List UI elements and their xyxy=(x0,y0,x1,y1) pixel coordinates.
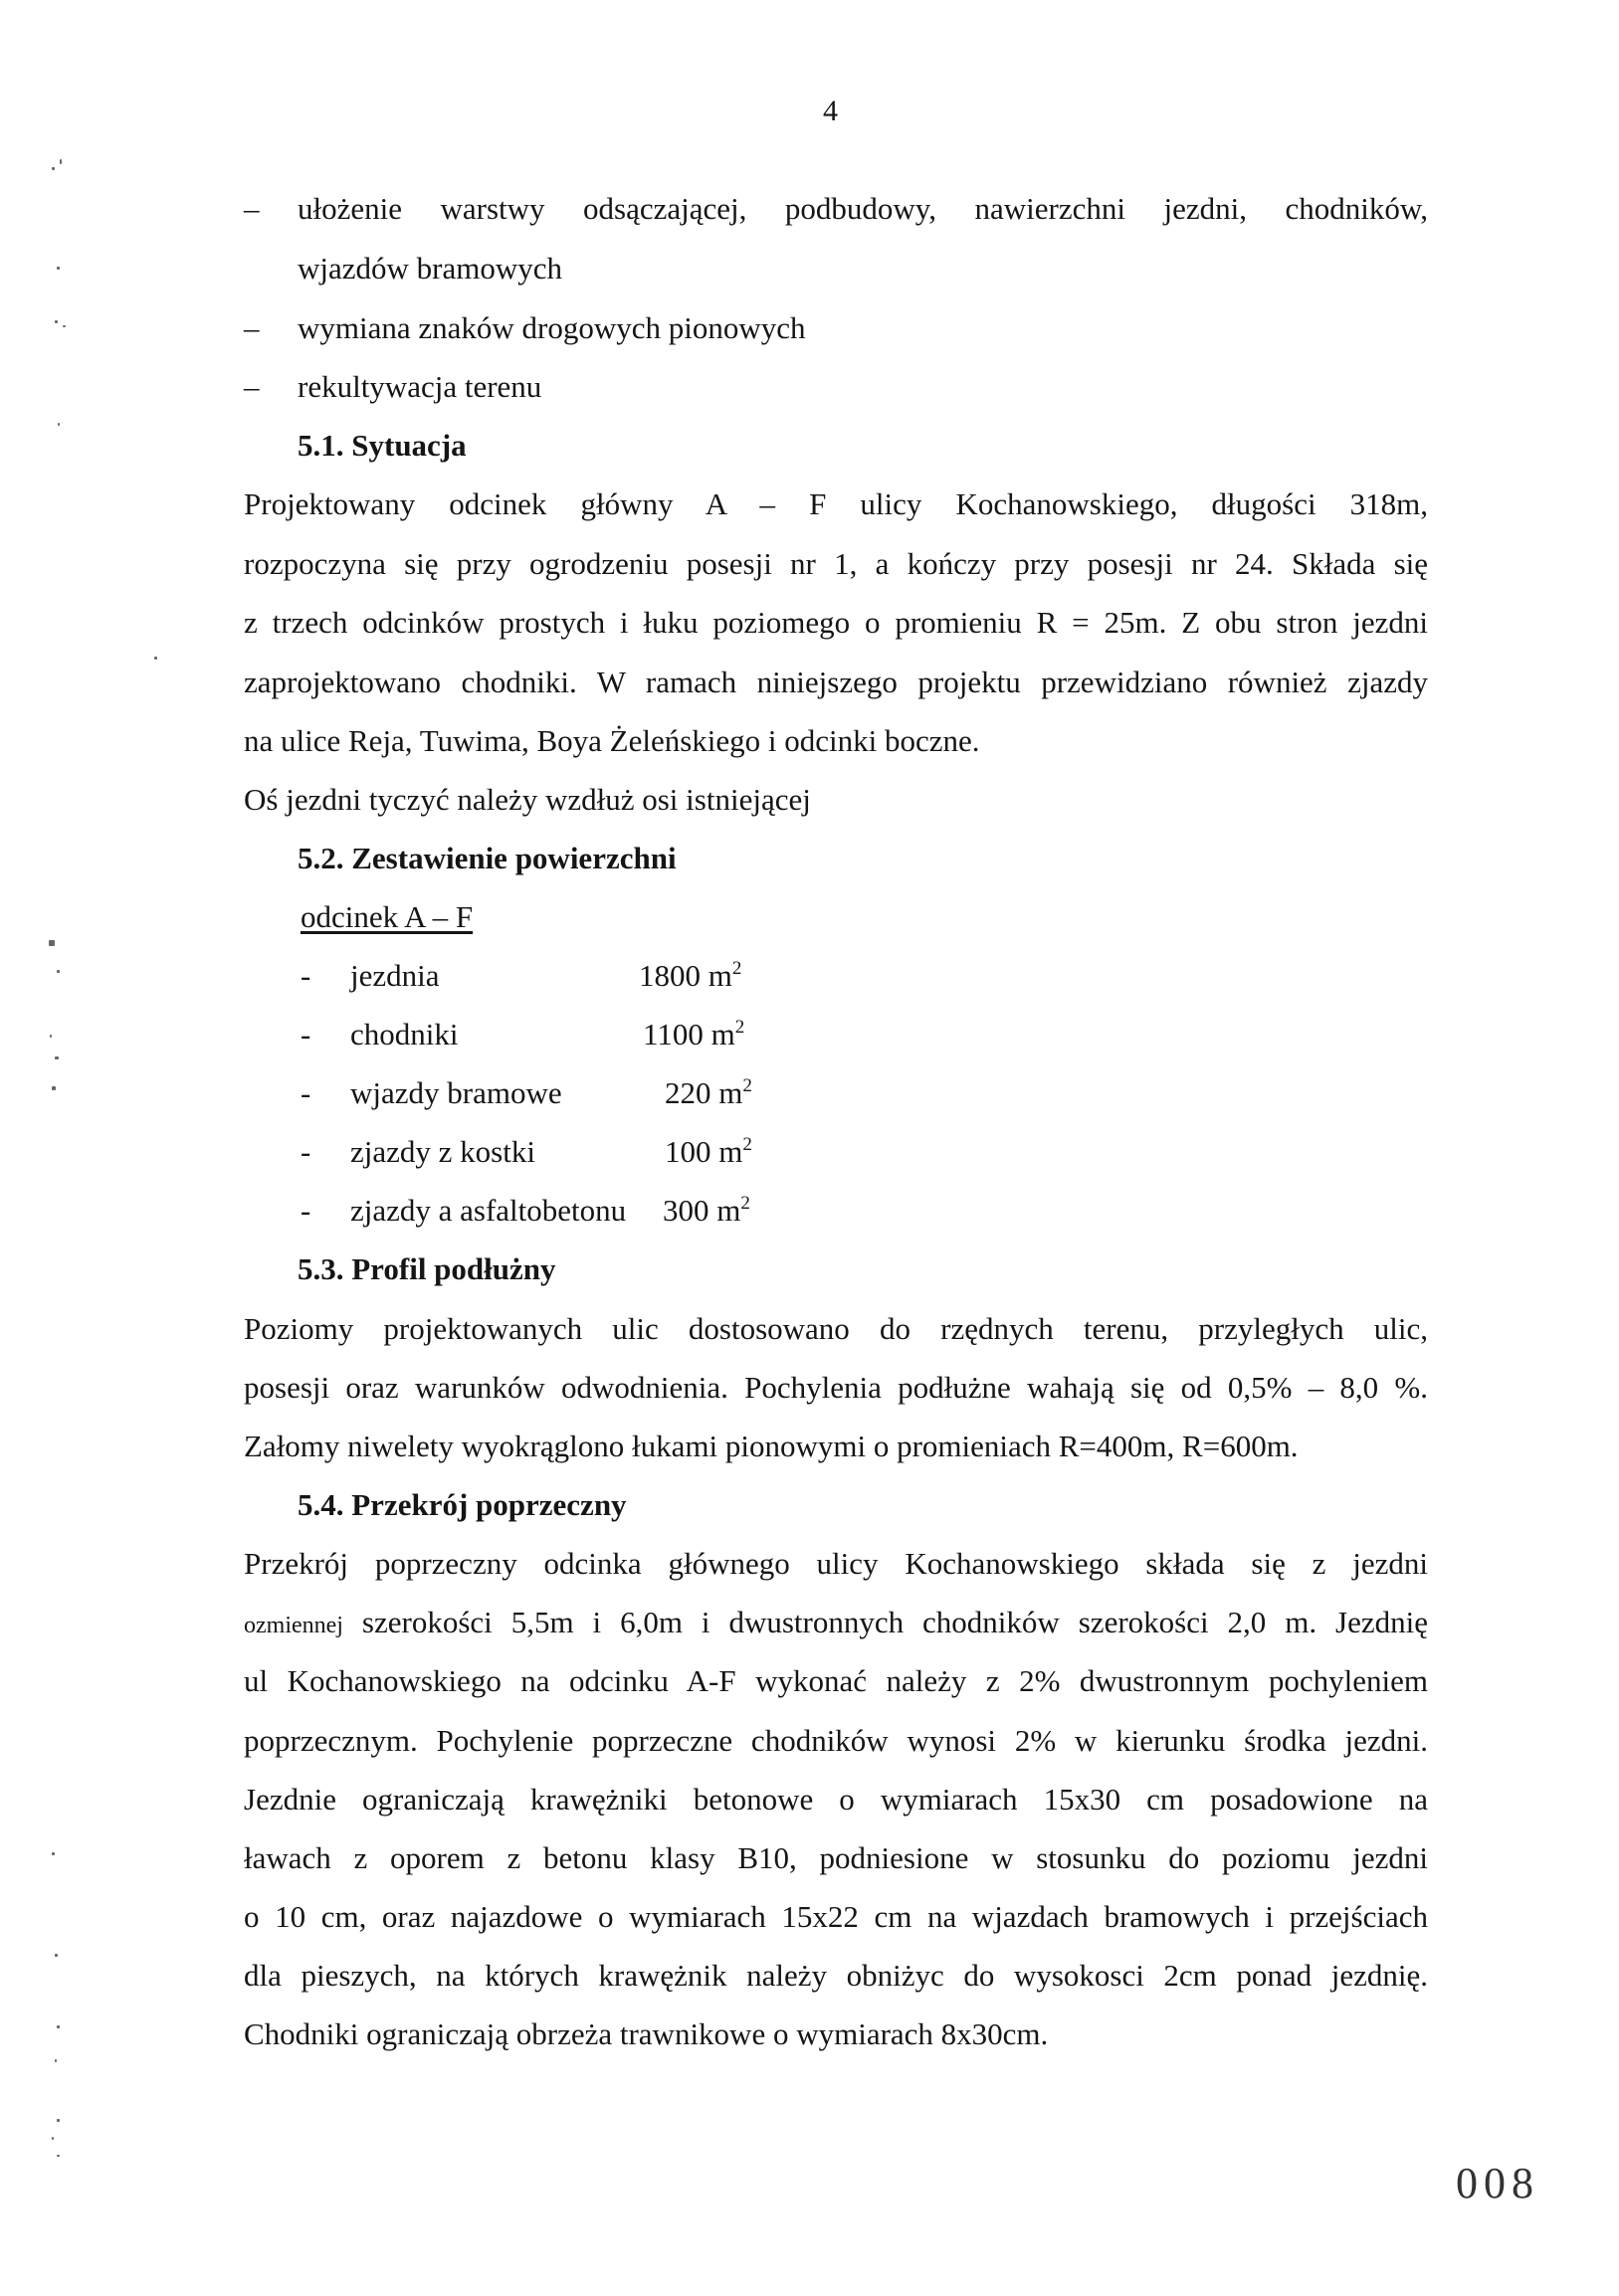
item-value: 100 $m^2$ xyxy=(665,1133,752,1169)
list-dash: - xyxy=(301,1134,311,1169)
list-item-text: rekultywacja terenu xyxy=(298,369,542,404)
inline-small-text: ozmiennej xyxy=(244,1613,343,1638)
list-item xyxy=(244,367,541,407)
paragraph-line: Chodniki ograniczają obrzeża trawnikowe o wymiarach 8x30cm. xyxy=(244,2016,1049,2051)
paragraph-line: Załomy niwelety wyokrąglono łukami pionowymi o promieniach R=400m, R=600m. xyxy=(244,1429,1299,1463)
list-item xyxy=(244,189,1428,229)
list-dash: - xyxy=(301,958,311,993)
item-name: jezdnia xyxy=(350,958,440,993)
list-item-text: wymiana znaków drogowych pionowych xyxy=(298,310,806,345)
paragraph-line xyxy=(244,1603,1428,1645)
item-value: 1800 $m^2$ xyxy=(639,957,742,993)
paragraph-line: Jezdnie ograniczają krawężniki betonowe o wymiarach 15x30 cm posadowione na xyxy=(244,1782,1428,1817)
list-item-text: ułożenie warstwy odsączającej, podbudowy, nawierzchni jezdni, chodników, xyxy=(298,191,1428,226)
list-dash: – xyxy=(244,369,260,404)
paragraph-line: Projektowany odcinek główny A – F ulicy Kochanowskiego, długości 318m, xyxy=(244,486,1428,521)
page-stamp-number: 008 xyxy=(1456,2159,1539,2207)
paragraph-line: dla pieszych, na których krawężnik należy obniżyc do wysokosci 2cm ponad jezdnię. xyxy=(244,1958,1428,1993)
item-value: 1100 $m^2$ xyxy=(643,1016,745,1052)
paragraph-line: Przekrój poprzeczny odcinka głównego ulicy Kochanowskiego składa się z jezdni xyxy=(244,1546,1428,1581)
list-dash: - xyxy=(301,1075,311,1110)
section-heading: 5.4. Przekrój poprzeczny xyxy=(298,1487,627,1522)
paragraph-line: o 10 cm, oraz najazdowe o wymiarach 15x22 cm na wjazdach bramowych i przejściach xyxy=(244,1899,1428,1934)
inline-text: szerokości 5,5m i 6,0m i dwustronnych chodników szerokości 2,0 m. Jezdnię xyxy=(342,1605,1428,1639)
paragraph-line: poprzecznym. Pochylenie poprzeczne chodników wynosi 2% w kierunku środka jezdni. xyxy=(244,1723,1428,1758)
page-number: 4 xyxy=(823,95,838,127)
list-dash: - xyxy=(301,1017,311,1052)
list-dash: - xyxy=(301,1193,311,1228)
section-heading: 5.3. Profil podłużny xyxy=(298,1251,556,1286)
item-name: zjazdy z kostki xyxy=(350,1134,535,1169)
subheading: odcinek A – F xyxy=(301,899,474,934)
paragraph-line: z trzech odcinków prostych i łuku poziomego o promieniu R = 25m. Z obu stron jezdni xyxy=(244,605,1428,640)
paragraph-line: zaprojektowano chodniki. W ramach niniejszego projektu przewidziano również zjazdy xyxy=(244,665,1428,699)
paragraph-line: na ulice Reja, Tuwima, Boya Żeleńskiego i odcinki boczne. xyxy=(244,723,980,758)
list-item xyxy=(244,308,806,348)
paragraph-line: posesji oraz warunków odwodnienia. Pochylenia podłużne wahają się od 0,5% – 8,0 %. xyxy=(244,1370,1428,1405)
section-heading: 5.1. Sytuacja xyxy=(298,428,467,463)
item-name: chodniki xyxy=(350,1017,459,1052)
list-dash: – xyxy=(244,310,260,345)
item-value: 300 $m^2$ xyxy=(663,1192,750,1228)
list-item-continuation: wjazdów bramowych xyxy=(298,251,562,286)
section-heading: 5.2. Zestawienie powierzchni xyxy=(298,841,677,875)
item-value: 220 $m^2$ xyxy=(665,1074,752,1110)
item-name: zjazdy a asfaltobetonu xyxy=(350,1193,627,1228)
paragraph-line: ul Kochanowskiego na odcinku A-F wykonać należy z 2% dwustronnym pochyleniem xyxy=(244,1663,1428,1698)
paragraph-line: ławach z oporem z betonu klasy B10, podniesione w stosunku do poziomu jezdni xyxy=(244,1840,1428,1875)
item-name: wjazdy bramowe xyxy=(350,1075,562,1110)
list-dash: – xyxy=(244,191,260,226)
paragraph-line: Oś jezdni tyczyć należy wzdłuż osi istniejącej xyxy=(244,782,811,817)
paragraph-line: rozpoczyna się przy ogrodzeniu posesji nr 1, a kończy przy posesji nr 24. Składa się xyxy=(244,546,1428,581)
paragraph-line: Poziomy projektowanych ulic dostosowano do rzędnych terenu, przyległych ulic, xyxy=(244,1311,1428,1346)
